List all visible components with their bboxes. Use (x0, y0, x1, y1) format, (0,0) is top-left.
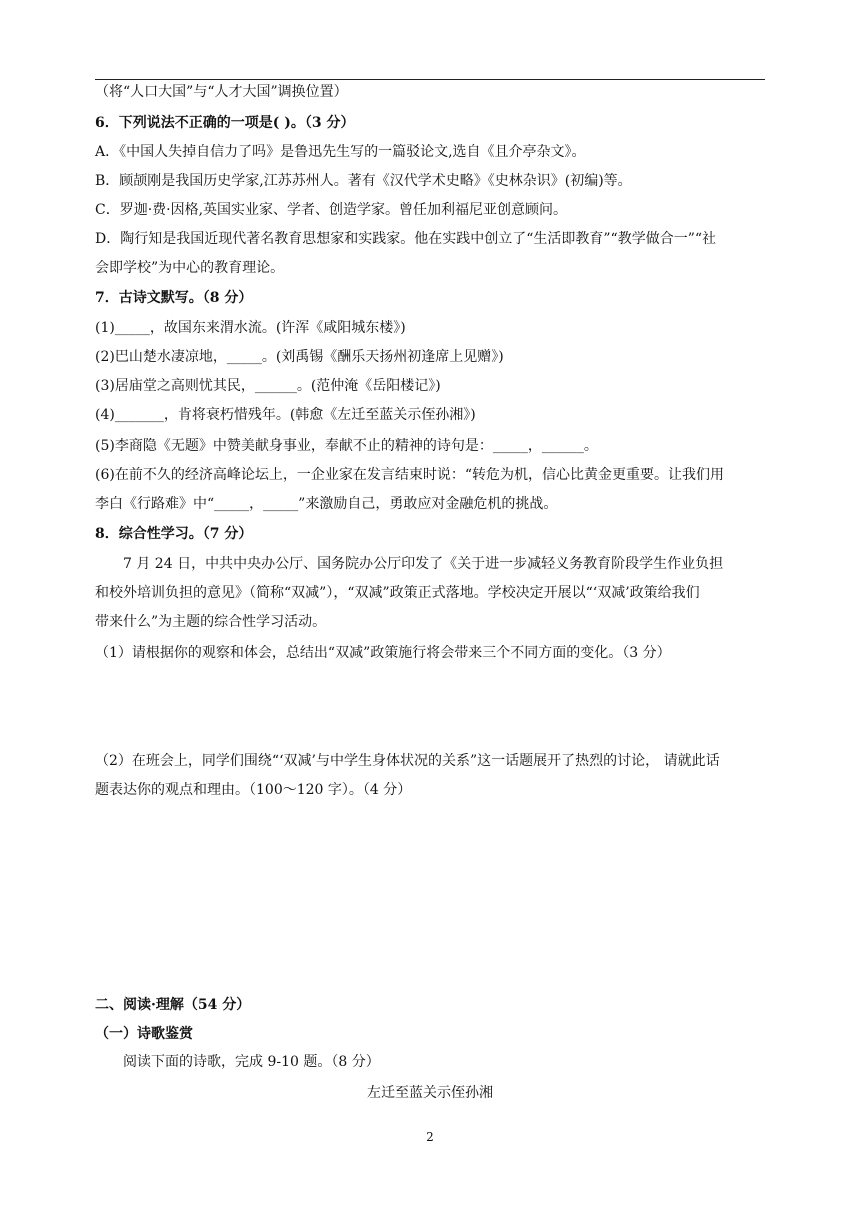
q7-item-2: (2)巴山楚水凄凉地，_____。(刘禹锡《酬乐天扬州初逢席上见赠》) (95, 349, 504, 365)
q7-item-5: (5)李商隐《无题》中赞美献身事业，奉献不止的精神的诗句是：_____，______。 (95, 438, 598, 454)
q7-item-4: (4)_______，肯将衰朽惜残年。(韩愈《左迁至蓝关示侄孙湘》) (95, 407, 476, 423)
q7-item-3: (3)居庙堂之高则忧其民，______。(范仲淹《岳阳楼记》) (95, 378, 441, 394)
poem-title: 左迁至蓝关示侄孙湘 (367, 1085, 493, 1101)
section-title: 二、阅读·理解（54 分） (95, 997, 251, 1013)
q7-item-1: (1)_____，故国东来渭水流。(许浑《咸阳城东楼》) (95, 320, 406, 336)
subsection-title: （一）诗歌鉴赏 (95, 1026, 193, 1042)
q6-option-c: C．罗迦·费·因格,英国实业家、学者、创造学家。曾任加利福尼亚创意顾问。 (95, 202, 568, 218)
top-note: （将“人口大国”与“人才大国”调换位置） (95, 84, 348, 100)
reading-instruction: 阅读下面的诗歌，完成 9-10 题。（8 分） (123, 1054, 380, 1070)
q8-intro-line-2: 和校外培训负担的意见》（简称“双减”），“双减”政策正式落地。学校决定开展以“‘双减’政策给我们 (95, 585, 700, 601)
q8-stem: 8．综合性学习。（7 分） (95, 526, 253, 542)
q6-option-d-cont: 会即学校”为中心的教育理论。 (95, 260, 285, 276)
header-rule (95, 79, 765, 80)
q8-sub2-line-2: 题表达你的观点和理由。（100～120 字）。（4 分） (95, 782, 412, 798)
q7-stem: 7．古诗文默写。（8 分） (95, 290, 253, 306)
q8-sub2-line-1: （2）在班会上，同学们围绕“‘双减’与中学生身体状况的关系”这一话题展开了热烈的讨论， 请就此话 (95, 753, 720, 769)
q6-option-d: D．陶行知是我国近现代著名教育思想家和实践家。他在实践中创立了“生活即教育”“教学做合一”“社 (95, 231, 717, 247)
q8-sub1: （1）请根据你的观察和体会，总结出“双减”政策施行将会带来三个不同方面的变化。（3 分） (95, 645, 671, 661)
q6-stem: 6．下列说法不正确的一项是( )。（3 分） (95, 115, 355, 131)
q8-intro-line-1: 7 月 24 日，中共中央办公厅、国务院办公厅印发了《关于进一步减轻义务教育阶段学生作业负担 (123, 556, 724, 572)
q8-intro-line-3: 带来什么”为主题的综合性学习活动。 (95, 614, 327, 630)
page-number: 2 (426, 1130, 434, 1144)
q6-option-a: A．《中国人失掉自信力了吗》是鲁迅先生写的一篇驳论文,选自《且介亭杂文》。 (95, 144, 586, 160)
q7-item-6: (6)在前不久的经济高峰论坛上，一企业家在发言结束时说：“转危为机，信心比黄金更重要。让我们用 (95, 467, 724, 483)
q7-item-6-cont: 李白《行路难》中“_____，_____”来激励自己，勇敢应对金融危机的挑战。 (95, 496, 558, 512)
q6-option-b: B．顾颉刚是我国历史学家,江苏苏州人。著有《汉代学术史略》《史林杂识》(初编)等。 (95, 173, 632, 189)
